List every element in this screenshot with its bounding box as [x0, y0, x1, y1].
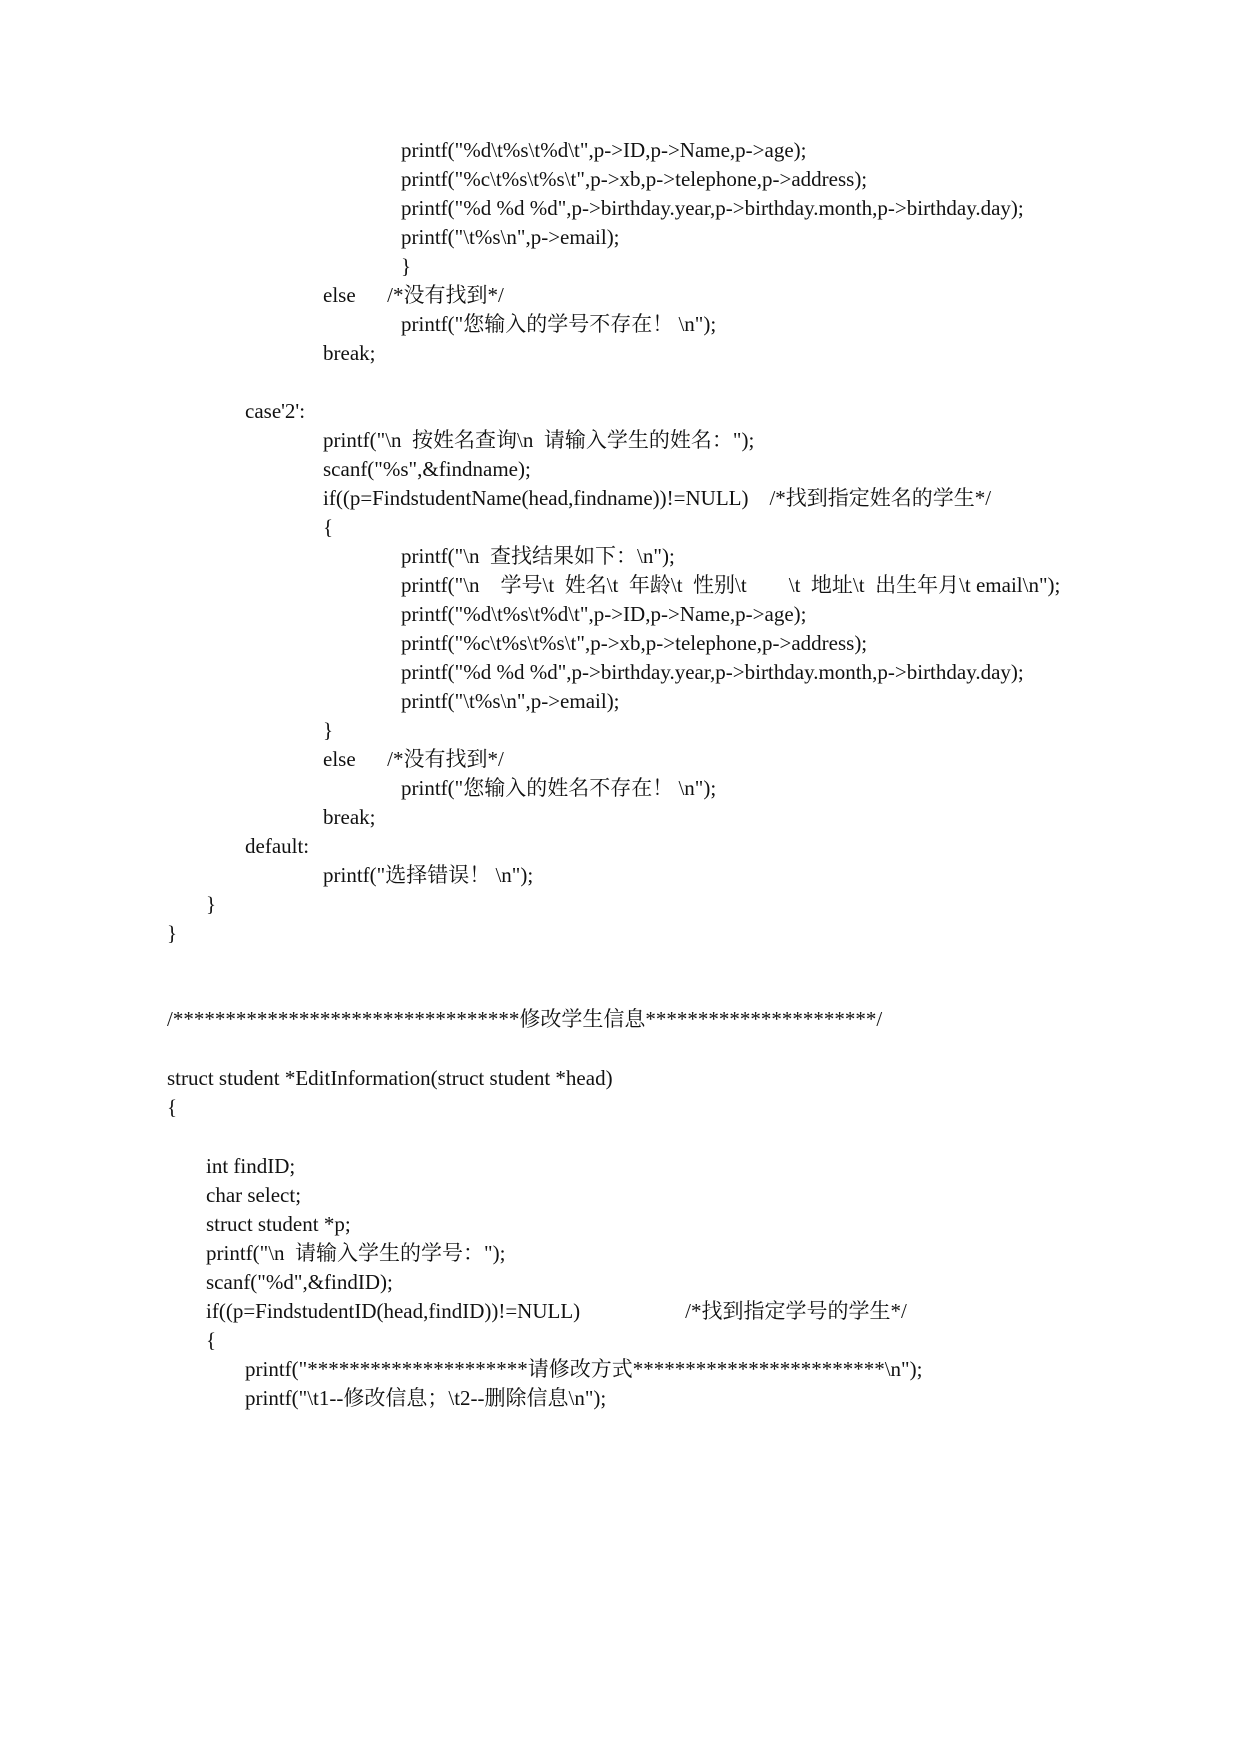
code-line: printf("\n 查找结果如下：\n"); — [401, 544, 675, 568]
code-line: printf("您输入的学号不存在！ \n"); — [401, 312, 717, 336]
code-line: } — [206, 892, 217, 916]
code-line: int findID; — [206, 1154, 296, 1178]
code-line: } — [401, 254, 412, 278]
code-line: struct student *EditInformation(struct student *head) — [167, 1066, 613, 1090]
code-line: printf("%c\t%s\t%s\t",p->xb,p->telephone,p->address); — [401, 167, 868, 191]
code-line: scanf("%s",&findname); — [323, 457, 531, 481]
code-line: else /*没有找到*/ — [323, 747, 504, 771]
code-line: printf("\n 学号\t 姓名\t 年龄\t 性别\t \t 地址\t 出生年月\t email\n"); — [401, 573, 1061, 597]
code-line: /*********************************修改学生信息**********************/ — [167, 1007, 883, 1031]
code-line: { — [206, 1328, 217, 1352]
code-line: printf("\t%s\n",p->email); — [401, 225, 620, 249]
code-line: printf("%d %d %d",p->birthday.year,p->birthday.month,p->birthday.day); — [401, 196, 1024, 220]
code-line: default: — [245, 834, 310, 858]
code-line: else /*没有找到*/ — [323, 283, 504, 307]
code-line: } — [323, 718, 334, 742]
code-line: printf("\n 请输入学生的学号："); — [206, 1241, 506, 1265]
code-line: printf("\t1--修改信息；\t2--删除信息\n"); — [245, 1386, 607, 1410]
code-line: } — [167, 921, 178, 945]
code-line: char select; — [206, 1183, 302, 1207]
code-line: scanf("%d",&findID); — [206, 1270, 393, 1294]
code-line: if((p=FindstudentID(head,findID))!=NULL) /*找到指定学号的学生*/ — [206, 1299, 907, 1323]
code-line: { — [323, 515, 334, 539]
code-line: printf("%d %d %d",p->birthday.year,p->birthday.month,p->birthday.day); — [401, 660, 1024, 684]
code-line: printf("%d\t%s\t%d\t",p->ID,p->Name,p->age); — [401, 138, 807, 162]
code-line: printf("您输入的姓名不存在！ \n"); — [401, 776, 717, 800]
code-line: struct student *p; — [206, 1212, 351, 1236]
code-line: printf("\t%s\n",p->email); — [401, 689, 620, 713]
code-line: printf("\n 按姓名查询\n 请输入学生的姓名："); — [323, 428, 755, 452]
code-line: if((p=FindstudentName(head,findname))!=NULL) /*找到指定姓名的学生*/ — [323, 486, 992, 510]
code-line: printf("%d\t%s\t%d\t",p->ID,p->Name,p->age); — [401, 602, 807, 626]
code-line: case'2': — [245, 399, 306, 423]
code-line: printf("%c\t%s\t%s\t",p->xb,p->telephone,p->address); — [401, 631, 868, 655]
code-line: break; — [323, 805, 376, 829]
code-line: { — [167, 1095, 178, 1119]
code-line: printf("*********************请修改方式************************\n"); — [245, 1357, 923, 1381]
code-line: printf("选择错误！ \n"); — [323, 863, 534, 887]
code-line: break; — [323, 341, 376, 365]
